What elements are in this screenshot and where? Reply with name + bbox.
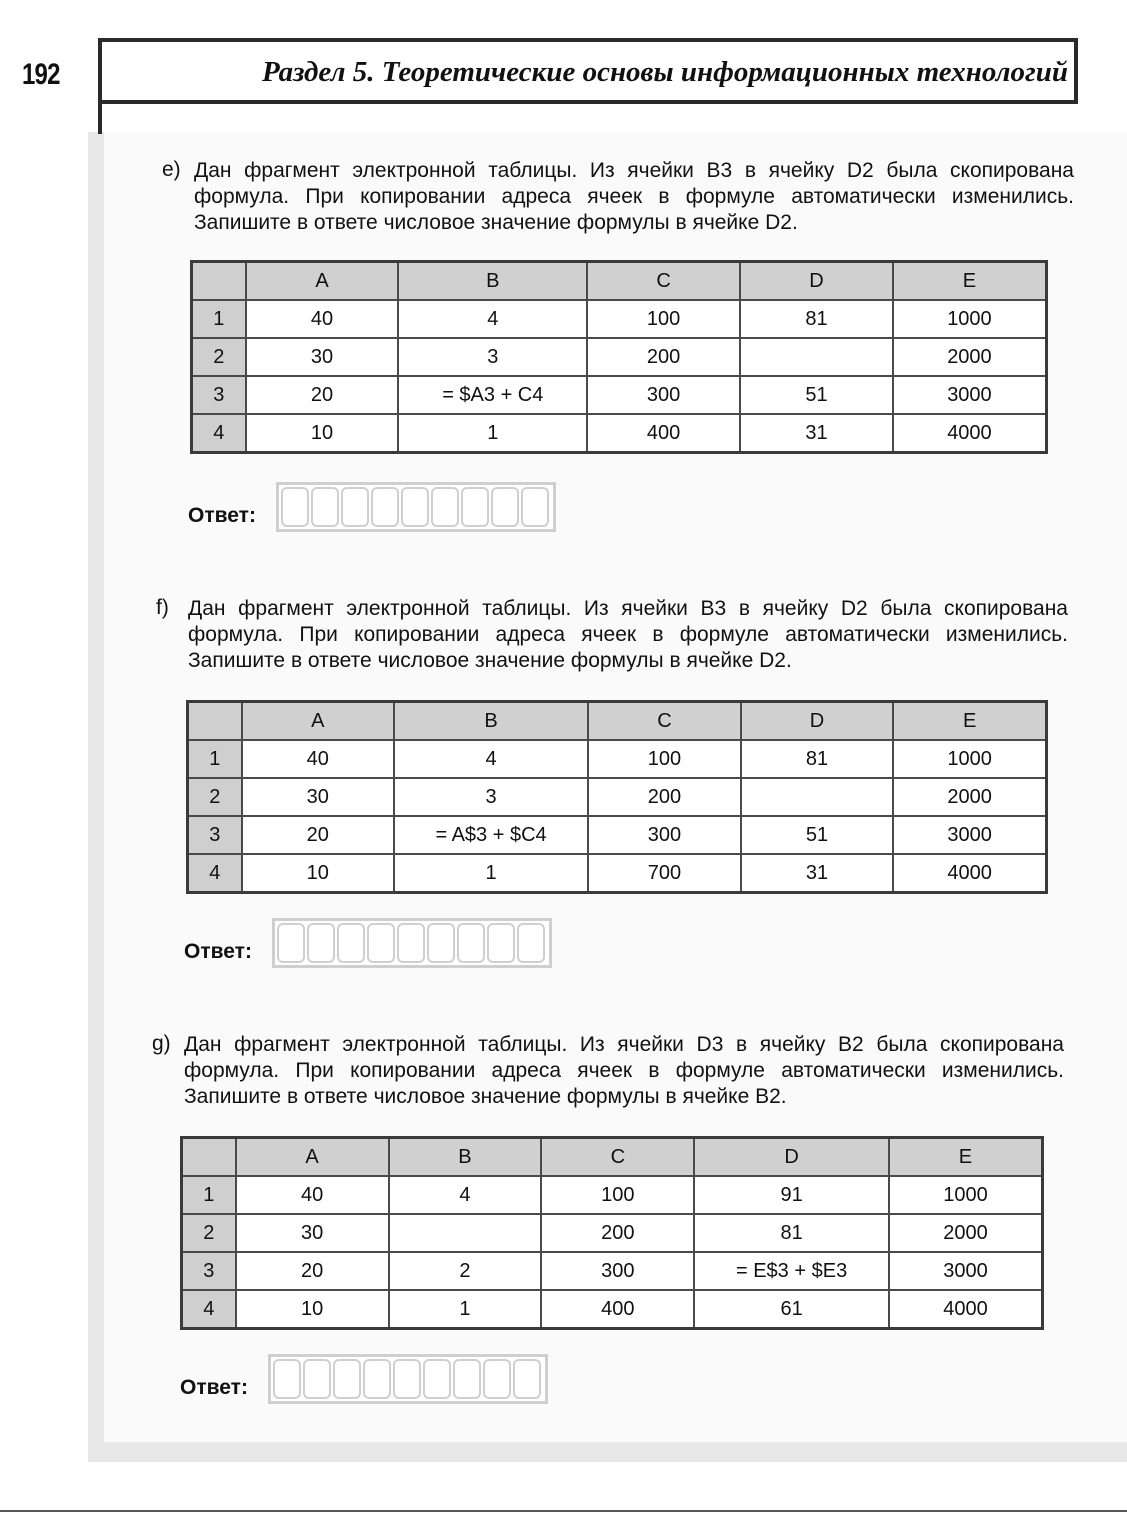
table-cell: 20 — [236, 1252, 389, 1290]
column-header: B — [398, 262, 587, 301]
spreadsheet-table-g — [180, 1136, 1044, 1330]
answer-digit-cell[interactable] — [363, 1359, 391, 1399]
column-header: D — [694, 1138, 889, 1177]
column-header: C — [587, 262, 740, 301]
answer-digit-cell[interactable] — [483, 1359, 511, 1399]
table-cell: 3 — [398, 338, 587, 376]
task-letter: f) — [156, 596, 169, 619]
table-row — [182, 1290, 1043, 1329]
answer-digit-cell[interactable] — [513, 1359, 541, 1399]
answer-digit-cell[interactable] — [397, 923, 425, 963]
table-cell: 40 — [242, 740, 394, 778]
page-bottom-edge — [0, 1510, 1127, 1512]
table-cell: 4 — [394, 740, 588, 778]
answer-input[interactable] — [268, 1354, 548, 1404]
column-header: B — [394, 702, 588, 741]
table-cell: 3000 — [893, 376, 1047, 414]
column-header: D — [740, 262, 893, 301]
table-header-row — [182, 1138, 1043, 1177]
column-header: A — [236, 1138, 389, 1177]
answer-digit-cell[interactable] — [367, 923, 395, 963]
answer-digit-cell[interactable] — [431, 487, 459, 527]
table-cell: 300 — [541, 1252, 694, 1290]
table-cell: 81 — [740, 300, 893, 338]
table-cell: 3000 — [889, 1252, 1043, 1290]
column-header: C — [541, 1138, 694, 1177]
formula-cell: = A$3 + $C4 — [394, 816, 588, 854]
answer-digit-cell[interactable] — [303, 1359, 331, 1399]
table-cell: 4000 — [889, 1290, 1043, 1329]
table-cell: 3 — [394, 778, 588, 816]
task-letter: g) — [152, 1032, 171, 1055]
table-cell: 1 — [394, 854, 588, 893]
table-cell: 200 — [588, 778, 741, 816]
row-header: 3 — [188, 816, 242, 854]
table-cell: 40 — [236, 1176, 389, 1214]
answer-digit-cell[interactable] — [521, 487, 549, 527]
table-cell: 31 — [741, 854, 893, 893]
table-cell — [741, 778, 893, 816]
corner-cell — [188, 702, 242, 741]
column-header: C — [588, 702, 741, 741]
table-cell: 1000 — [893, 300, 1047, 338]
answer-label: Ответ: — [180, 1376, 248, 1399]
column-header: B — [389, 1138, 542, 1177]
table-row — [192, 338, 1047, 376]
task-text: Дан фрагмент электронной таблицы. Из ячейки B3 в ячейку D2 была скопирована формула. При копировании адреса ячеек в формуле автоматически изменились. Запишите в ответе числовое значение формулы в ячейке D2. — [188, 597, 1068, 672]
spreadsheet-table-e — [190, 260, 1048, 454]
table-row — [188, 778, 1047, 816]
header-divider — [98, 104, 102, 134]
answer-input[interactable] — [276, 482, 556, 532]
column-header: E — [889, 1138, 1043, 1177]
column-header: D — [741, 702, 893, 741]
answer-digit-cell[interactable] — [371, 487, 399, 527]
table-row — [182, 1176, 1043, 1214]
column-header: A — [242, 702, 394, 741]
table-row — [182, 1252, 1043, 1290]
answer-digit-cell[interactable] — [281, 487, 309, 527]
table-cell: 51 — [741, 816, 893, 854]
table-row — [182, 1214, 1043, 1252]
table-cell: 20 — [246, 376, 399, 414]
table-cell: 4000 — [893, 854, 1046, 893]
table-cell: 100 — [588, 740, 741, 778]
row-header: 1 — [188, 740, 242, 778]
answer-digit-cell[interactable] — [423, 1359, 451, 1399]
answer-digit-cell[interactable] — [393, 1359, 421, 1399]
table-cell: 200 — [541, 1214, 694, 1252]
table-cell — [389, 1214, 542, 1252]
table-cell: 100 — [541, 1176, 694, 1214]
table-row — [188, 854, 1047, 893]
table-cell: 81 — [741, 740, 893, 778]
column-header: E — [893, 262, 1047, 301]
table-cell: 700 — [588, 854, 741, 893]
table-cell — [740, 338, 893, 376]
table-cell: 3000 — [893, 816, 1046, 854]
row-header: 2 — [182, 1214, 236, 1252]
column-header: E — [893, 702, 1046, 741]
row-header: 1 — [182, 1176, 236, 1214]
table-cell: 40 — [246, 300, 399, 338]
table-row — [192, 300, 1047, 338]
answer-digit-cell[interactable] — [277, 923, 305, 963]
table-row — [192, 414, 1047, 453]
table-cell: 1 — [389, 1290, 542, 1329]
answer-digit-cell[interactable] — [427, 923, 455, 963]
table-cell: 4000 — [893, 414, 1047, 453]
table-cell: 10 — [236, 1290, 389, 1329]
table-cell: 1 — [398, 414, 587, 453]
table-cell: 300 — [588, 816, 741, 854]
task-text: Дан фрагмент электронной таблицы. Из ячейки D3 в ячейку B2 была скопирована формула. При копировании адреса ячеек в формуле автоматически изменились. Запишите в ответе числовое значение формулы в ячейке B2. — [184, 1033, 1064, 1108]
table-cell: 400 — [541, 1290, 694, 1329]
answer-digit-cell[interactable] — [453, 1359, 481, 1399]
corner-cell — [192, 262, 246, 301]
row-header: 2 — [188, 778, 242, 816]
table-cell: 30 — [242, 778, 394, 816]
formula-cell: = E$3 + $E3 — [694, 1252, 889, 1290]
answer-digit-cell[interactable] — [311, 487, 339, 527]
row-header: 3 — [182, 1252, 236, 1290]
formula-cell: = $A3 + C4 — [398, 376, 587, 414]
section-title: Раздел 5. Теоретические основы информационных технологий — [262, 56, 1068, 88]
table-row — [188, 816, 1047, 854]
table-cell: 300 — [587, 376, 740, 414]
task-letter: e) — [162, 158, 181, 181]
corner-cell — [182, 1138, 236, 1177]
table-cell: 61 — [694, 1290, 889, 1329]
table-cell: 2000 — [893, 338, 1047, 376]
table-cell: 1000 — [889, 1176, 1043, 1214]
table-cell: 1000 — [893, 740, 1046, 778]
table-cell: 30 — [236, 1214, 389, 1252]
table-cell: 91 — [694, 1176, 889, 1214]
row-header: 4 — [192, 414, 246, 453]
answer-digit-cell[interactable] — [517, 923, 545, 963]
table-header-row — [188, 702, 1047, 741]
table-cell: 100 — [587, 300, 740, 338]
task-text: Дан фрагмент электронной таблицы. Из ячейки B3 в ячейку D2 была скопирована формула. При копировании адреса ячеек в формуле автоматически изменились. Запишите в ответе числовое значение формулы в ячейке D2. — [194, 159, 1074, 234]
answer-digit-cell[interactable] — [273, 1359, 301, 1399]
table-row — [188, 740, 1047, 778]
table-cell: 200 — [587, 338, 740, 376]
row-header: 3 — [192, 376, 246, 414]
table-cell: 51 — [740, 376, 893, 414]
answer-label: Ответ: — [184, 940, 252, 963]
answer-label: Ответ: — [188, 504, 256, 527]
row-header: 1 — [192, 300, 246, 338]
answer-digit-cell[interactable] — [491, 487, 519, 527]
page-header — [98, 38, 1078, 104]
answer-digit-cell[interactable] — [401, 487, 429, 527]
table-cell: 81 — [694, 1214, 889, 1252]
table-cell: 20 — [242, 816, 394, 854]
answer-digit-cell[interactable] — [461, 487, 489, 527]
table-header-row — [192, 262, 1047, 301]
row-header: 4 — [182, 1290, 236, 1329]
table-cell: 2000 — [893, 778, 1046, 816]
table-cell: 4 — [389, 1176, 542, 1214]
table-row — [192, 376, 1047, 414]
answer-digit-cell[interactable] — [341, 487, 369, 527]
column-header: A — [246, 262, 399, 301]
table-cell: 10 — [242, 854, 394, 893]
table-cell: 400 — [587, 414, 740, 453]
page-number: 192 — [22, 58, 60, 91]
table-cell: 4 — [398, 300, 587, 338]
table-cell: 2 — [389, 1252, 542, 1290]
table-cell: 2000 — [889, 1214, 1043, 1252]
row-header: 4 — [188, 854, 242, 893]
table-cell: 30 — [246, 338, 399, 376]
answer-digit-cell[interactable] — [333, 1359, 361, 1399]
spreadsheet-table-f — [186, 700, 1048, 894]
row-header: 2 — [192, 338, 246, 376]
answer-digit-cell[interactable] — [487, 923, 515, 963]
table-cell: 10 — [246, 414, 399, 453]
answer-digit-cell[interactable] — [307, 923, 335, 963]
answer-input[interactable] — [272, 918, 552, 968]
table-cell: 31 — [740, 414, 893, 453]
answer-digit-cell[interactable] — [457, 923, 485, 963]
answer-digit-cell[interactable] — [337, 923, 365, 963]
